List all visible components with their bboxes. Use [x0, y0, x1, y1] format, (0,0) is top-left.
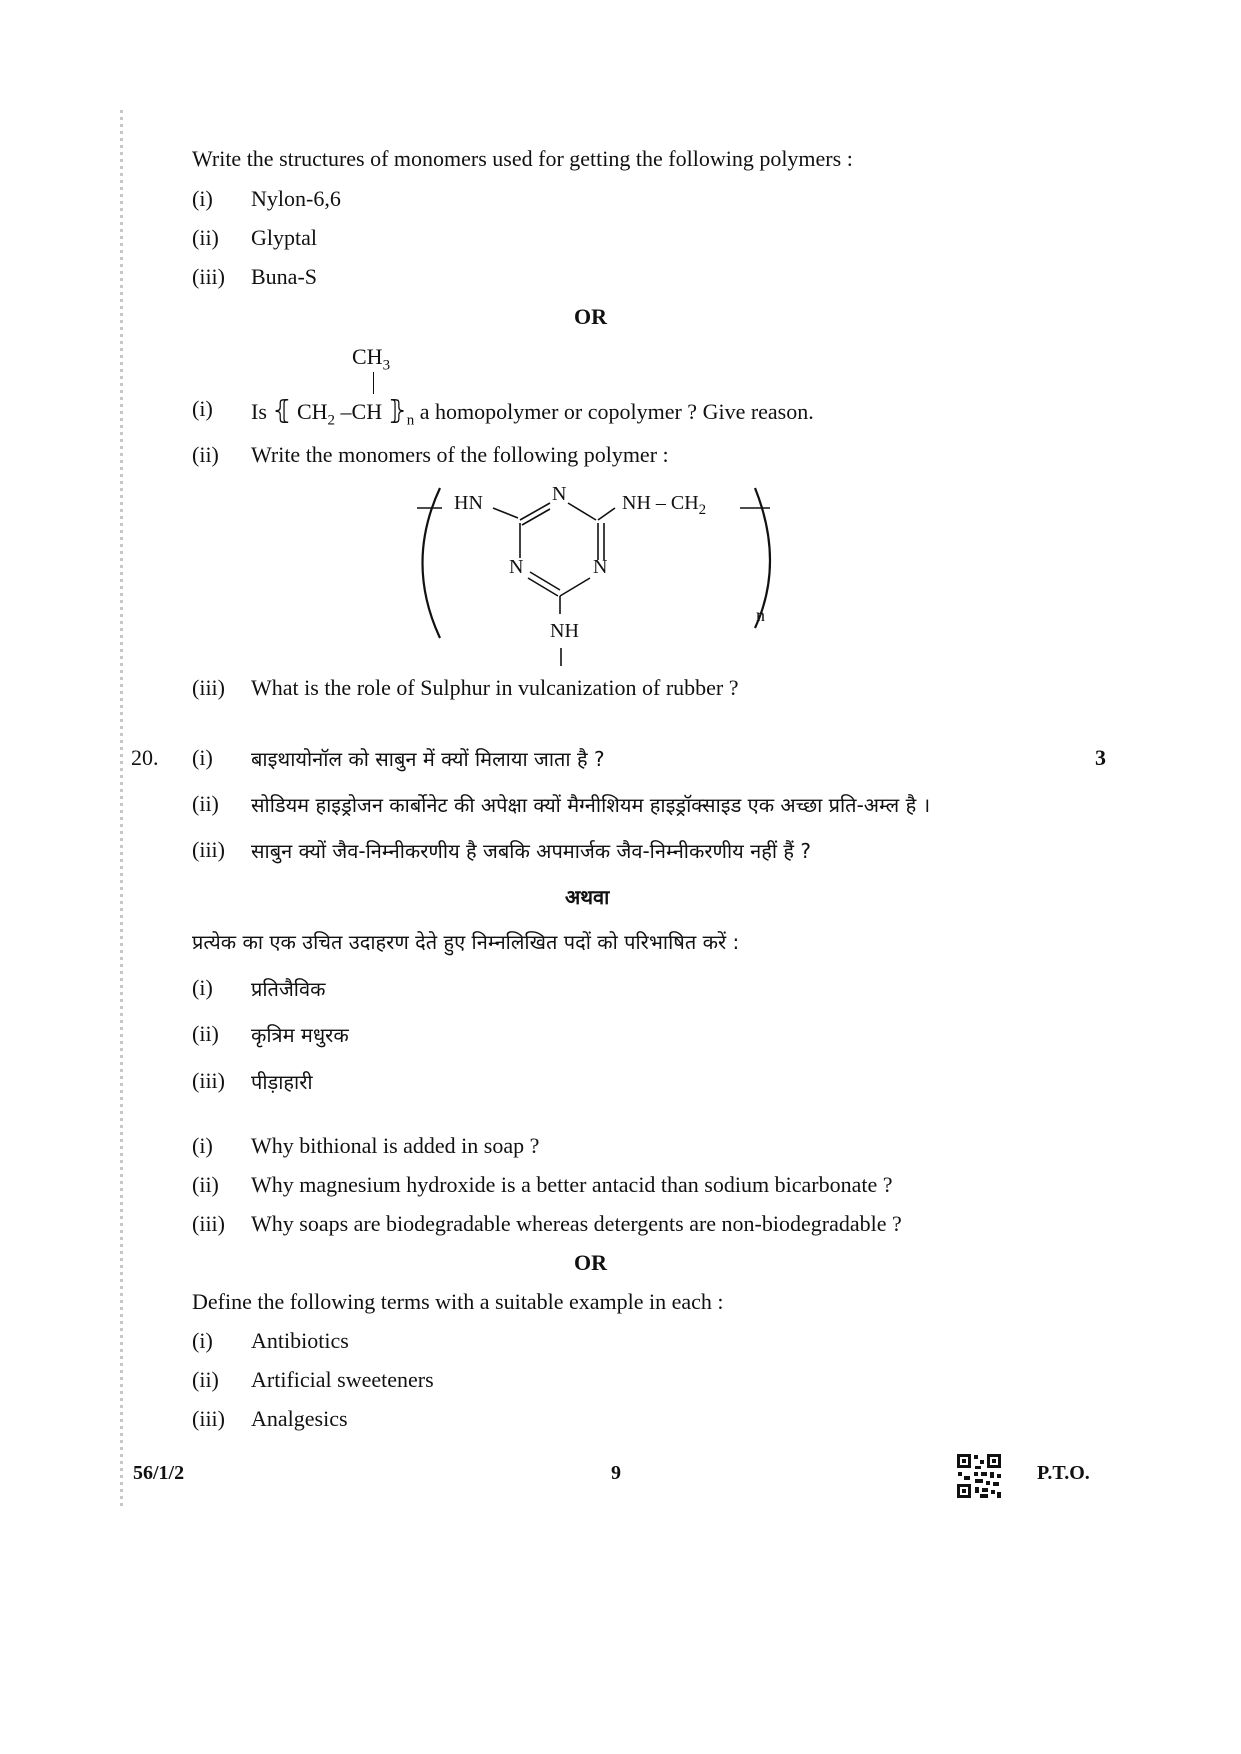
q19-alt-ii-num: (ii)	[192, 442, 219, 467]
q19-alt-iii-text: What is the role of Sulphur in vulcanization of rubber ?	[251, 675, 739, 700]
q19-alt-iii-num: (iii)	[192, 675, 225, 700]
struct-n-right: N	[593, 556, 608, 578]
struct-n-subscript: n	[756, 605, 765, 625]
q19-item-text: Nylon-6,6	[251, 186, 341, 211]
q19-item-text: Glyptal	[251, 225, 317, 250]
q20-eng-num: (i)	[192, 1133, 213, 1158]
q20-hindi-term: प्रतिजैविक	[251, 977, 326, 1001]
q20-eng-num: (ii)	[192, 1172, 219, 1197]
q19-item-num: (iii)	[192, 264, 225, 289]
q20-hindi-term-num: (ii)	[192, 1021, 219, 1046]
q19-item-text: Buna-S	[251, 264, 317, 289]
q20-eng-num: (iii)	[192, 1211, 225, 1236]
q20-hindi-text: साबुन क्यों जैव-निम्नीकरणीय है जबकि अपमार्जक जैव-निम्नीकरणीय नहीं हैं ?	[251, 839, 811, 863]
pto-label: P.T.O.	[1037, 1462, 1090, 1484]
q20-eng-term: Antibiotics	[251, 1328, 349, 1353]
q20-eng-term-num: (ii)	[192, 1367, 219, 1392]
page-number: 9	[611, 1462, 621, 1484]
q19-item-num: (i)	[192, 186, 213, 211]
q20-eng-text: Why soaps are biodegradable whereas detergents are non-biodegradable ?	[251, 1211, 902, 1236]
q20-hindi-term: पीड़ाहारी	[251, 1070, 313, 1094]
or-divider: OR	[574, 1250, 607, 1275]
q20-hindi-num: (iii)	[192, 837, 225, 862]
q20-hindi-num: (ii)	[192, 791, 219, 816]
ch3-label: $CH_3$	[352, 344, 391, 374]
paper-code: 56/1/2	[133, 1462, 185, 1484]
struct-nh-bottom: NH	[550, 620, 579, 642]
q19-alt-ii-text: Write the monomers of the following polymer :	[251, 442, 669, 467]
or-divider-hindi: अथवा	[565, 885, 610, 909]
q19-alt-i-num: (i)	[192, 396, 213, 421]
struct-n-top: N	[552, 483, 567, 505]
struct-hn: HN	[454, 492, 483, 514]
marks: 3	[1095, 745, 1106, 770]
q20-eng-intro: Define the following terms with a suitable example in each :	[192, 1289, 724, 1314]
question-number: 20.	[131, 745, 159, 770]
struct-n-left: N	[509, 556, 524, 578]
q20-eng-term: Artificial sweeteners	[251, 1367, 434, 1392]
q20-hindi-term-num: (i)	[192, 975, 213, 1000]
q20-hindi-term: कृत्रिम मधुरक	[251, 1023, 349, 1047]
q20-eng-text: Why magnesium hydroxide is a better antacid than sodium bicarbonate ?	[251, 1172, 893, 1197]
qr-code-icon	[955, 1452, 1003, 1500]
q20-hindi-term-num: (iii)	[192, 1068, 225, 1093]
q19-item-num: (ii)	[192, 225, 219, 250]
q19-intro: Write the structures of monomers used for getting the following polymers :	[192, 146, 853, 171]
or-divider: OR	[574, 304, 607, 329]
q20-eng-term-num: (i)	[192, 1328, 213, 1353]
q20-hindi-intro: प्रत्येक का एक उचित उदाहरण देते हुए निम्नलिखित पदों को परिभाषित करें :	[192, 930, 740, 954]
polymer-formula: Is ⦃ $CH_2$ –CH $⦄_n$ a homopolymer or copolymer ? Give reason.	[251, 396, 814, 429]
q20-eng-term: Analgesics	[251, 1406, 348, 1431]
q20-hindi-text: बाइथायोनॉल को साबुन में क्यों मिलाया जाता है ?	[251, 747, 605, 771]
margin-edge-text	[120, 110, 123, 1510]
q20-hindi-text: सोडियम हाइड्रोजन कार्बोनेट की अपेक्षा क्यों मैग्नीशियम हाइड्रॉक्साइड एक अच्छा प्रति-अम्ल है ।	[251, 793, 931, 817]
q20-eng-text: Why bithional is added in soap ?	[251, 1133, 540, 1158]
q20-eng-term-num: (iii)	[192, 1406, 225, 1431]
q20-hindi-num: (i)	[192, 745, 213, 770]
struct-nh-ch2: NH – $CH_2$	[622, 492, 707, 518]
ch3-bond-line	[373, 372, 374, 394]
